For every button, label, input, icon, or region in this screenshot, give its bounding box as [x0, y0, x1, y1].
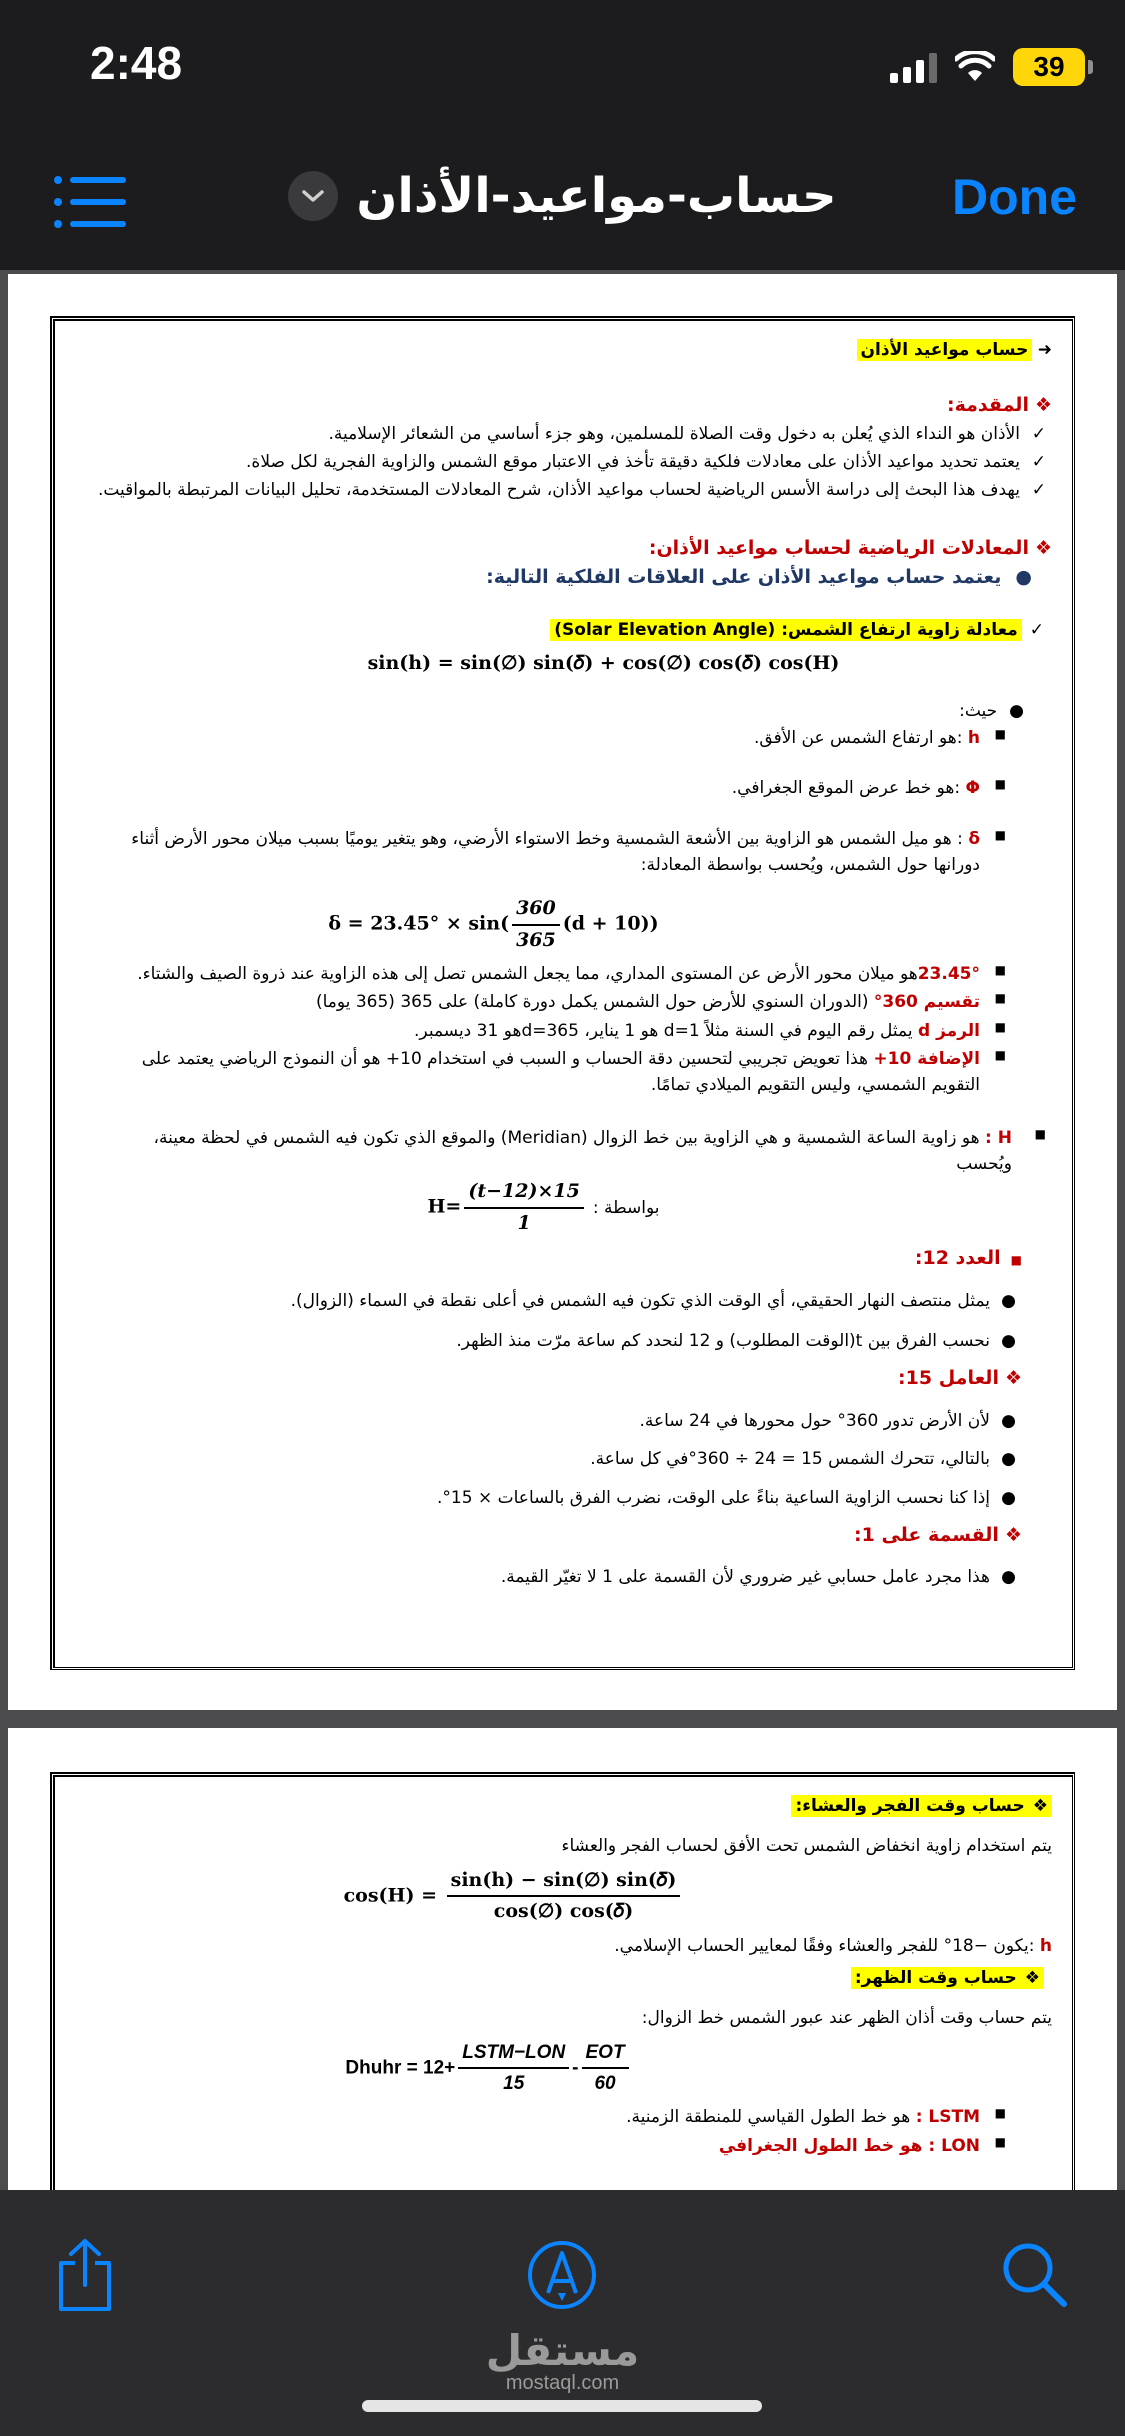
list-item: ■ h :هو ارتفاع الشمس عن الأفق.	[754, 726, 1006, 748]
document-title: حساب-مواعيد-الأذان	[356, 168, 837, 224]
list-item: ■ الإضافة 10+ هذا تعويض تجريبي لتحسين دقة الحساب و السبب في استخدام 10+ هو أن النموذج الرياضي يعتمد على التقويم الشمسي، وليس التقويم الميلادي تمامًا.	[141, 1048, 1006, 1096]
list-item: ■ الرمز d يمثل رقم اليوم في السنة مثلاً d=1 هو 1 يناير، d=365هو 31 ديسمبر.	[414, 1019, 1006, 1041]
dhuhr-formula: Dhuhr = 12+ $\frac{\text{LSTM−LON}}{15}$ - $\frac{\text{EOT}}{60}$	[95, 2038, 882, 2099]
list-item: ✓ يعتمد تحديد مواعيد الأذان على معادلات فلكية دقيقة تأخذ في الاعتبار موقع الشمس والزاوية الفجرية لكل صلاة.	[246, 452, 1046, 473]
equations-heading: ❖المعادلات الرياضية لحساب مواعيد الأذان:	[648, 536, 1052, 559]
watermark	[0, 2326, 1125, 2395]
document-viewer[interactable]	[0, 270, 1125, 2190]
number-12-heading: ■العدد 12:	[914, 1247, 1022, 1270]
done-button[interactable]: Done	[952, 169, 1077, 225]
list-item: ● نحسب الفرق بين t(الوقت المطلوب) و 12 لنحدد كم ساعة مرّت منذ الظهر.	[456, 1331, 1016, 1352]
home-indicator[interactable]	[362, 2400, 762, 2412]
list-item: ● بالتالي، تتحرك الشمس 15 = 24 ÷ 360°في كل ساعة.	[590, 1449, 1016, 1470]
equations-subheading: ●يعتمد حساب مواعيد الأذان على العلاقات الفلكية التالية:	[486, 566, 1032, 589]
status-icons	[890, 48, 1085, 86]
battery-icon: 39	[1013, 48, 1085, 86]
list-item: ✓ الأذان هو النداء الذي يُعلن به دخول وقت الصلاة للمسلمين، وهو جزء أساسي من الشعائر الإسلامية.	[328, 423, 1046, 444]
dhuhr-variables-list	[95, 2104, 1052, 2159]
declination-formula: δ = 23.45° × sin( $\frac{360}{365}$ (d + 10))	[95, 894, 892, 955]
search-button[interactable]	[990, 2230, 1080, 2320]
elevation-formula: sin(h) = sin(∅) sin(𝛿) + cos(∅) cos(𝛿) cos(H)	[367, 652, 840, 675]
nav-bar	[0, 140, 1125, 270]
dhuhr-heading: ❖حساب وقت الظهر:	[851, 1967, 1044, 1989]
search-icon	[1000, 2240, 1070, 2310]
markup-button[interactable]	[517, 2230, 607, 2320]
list-item: ■ Φ :هو خط عرض الموقع الجغرافي.	[731, 777, 1006, 799]
hour-angle-cos-formula: cos(H) = $\frac{\text{sin(h) − sin(∅) sin(𝛿)}}{\text{cos(∅) cos(𝛿)}}$	[95, 1866, 932, 1927]
list-item: ● يمثل منتصف النهار الحقيقي، أي الوقت الذي تكون فيه الشمس في أعلى نقطة في السماء (الزوال).	[290, 1290, 1016, 1311]
list-item: ■ تقسيم 360° (الدوران السنوي للأرض حول الشمس يكمل دورة كاملة) على 365 (365 يوما)	[315, 991, 1006, 1013]
where-label-row: ●حيث:	[959, 701, 1024, 722]
status-bar	[0, 0, 1125, 140]
list-item: ● لأن الأرض تدور 360° حول محورها في 24 ساعة.	[639, 1410, 1016, 1431]
list-item: ● إذا كنا نحسب الزاوية الساعية بناءً على الوقت، نضرب الفرق بالساعات × 15°.	[437, 1487, 1016, 1508]
fajr-text: يتم استخدام زاوية انخفاض الشمس تحت الأفق لحساب الفجر والعشاء	[561, 1836, 1052, 1857]
doc-title: حساب مواعيد الأذان	[857, 339, 1033, 361]
hour-angle-formula: H= $\frac{(t-12)\times 15}{1}$	[427, 1177, 586, 1238]
divide-1-heading: ❖القسمة على 1:	[854, 1523, 1022, 1546]
dhuhr-heading-row	[95, 1965, 1052, 1991]
factor-15-list	[95, 1408, 1052, 1511]
notes-list	[95, 961, 1052, 1099]
list-item: ✓ يهدف هذا البحث إلى دراسة الأسس الرياضية لحساب مواعيد الأذان، شرح المعادلات المستخدمة، تحليل البيانات المرتبطة بالمواقيت.	[97, 480, 1046, 501]
list-item: ■ LON : هو خط الطول الجغرافي	[718, 2134, 1006, 2156]
document-page-2	[8, 1728, 1117, 2190]
elevation-label-row: ✓معادلة زاوية ارتفاع الشمس: (Solar Elevation Angle)	[95, 617, 1052, 643]
factor-15-heading: ❖العامل 15:	[898, 1367, 1022, 1390]
fajr-heading: ❖حساب وقت الفجر والعشاء:	[791, 1795, 1052, 1817]
cellular-signal-icon	[890, 51, 937, 83]
list-item: ■ 23.45°هو ميلان محور الأرض عن المستوى المداري، مما يجعل الشمس تصل إلى هذه الزاوية عند ذروة الصيف والشتاء.	[137, 963, 1006, 985]
wifi-icon	[955, 51, 995, 83]
elevation-label: معادلة زاوية ارتفاع الشمس: (Solar Elevation Angle)	[550, 619, 1021, 641]
dhuhr-text: يتم حساب وقت أذان الظهر عند عبور الشمس خط الزوال:	[641, 2008, 1052, 2029]
page-border	[50, 316, 1075, 1670]
intro-heading: ❖المقدمة:	[947, 394, 1052, 417]
document-page-1	[8, 274, 1117, 1710]
arrow-icon: ➜	[1037, 340, 1052, 360]
watermark-url: mostaql.com	[505, 2372, 620, 2394]
list-item: ● هذا مجرد عامل حسابي غير ضروري لأن القسمة على 1 لا تغيّر القيمة.	[500, 1567, 1016, 1588]
hour-angle-formula-row: بواسطة : H= $\frac{(t-12)\times 15}{1}$	[95, 1177, 1052, 1238]
status-time: 2:48	[90, 37, 183, 89]
share-icon	[53, 2237, 117, 2313]
watermark-logo: مستقل	[485, 2326, 640, 2375]
doc-title-row	[95, 337, 1052, 363]
page-border	[50, 1772, 1075, 2190]
list-item: ■ δ : هو ميل الشمس هو الزاوية بين الأشعة الشمسية وخط الاستواء الأرضي، وهو يتغير يوميًا بسبب ميلان محور الأرض أثناء دورانها حول الشمس، ويُحسب بواسطة المعادلة:	[131, 827, 1006, 875]
chevron-down-icon[interactable]	[288, 171, 338, 221]
fajr-heading-row	[95, 1793, 1052, 1819]
variables-list	[95, 725, 1052, 878]
hour-angle-row: ■ H : هو زاوية الساعة الشمسية و هي الزاوية بين خط الزوال (Meridian) والموقع الذي تكون فيه الشمس في لحظة معينة، ويُحسب	[153, 1126, 1046, 1175]
divide-1-list	[95, 1564, 1052, 1590]
share-button[interactable]	[40, 2230, 130, 2320]
intro-list	[95, 421, 1052, 504]
number-12-list	[95, 1288, 1052, 1355]
markup-icon	[526, 2239, 598, 2311]
fajr-angle-note: h :يكون −18° للفجر والعشاء وفقًا لمعايير الحساب الإسلامي.	[614, 1935, 1052, 1956]
list-item: ■ LSTM : هو خط الطول القياسي للمنطقة الزمنية.	[626, 2106, 1006, 2128]
